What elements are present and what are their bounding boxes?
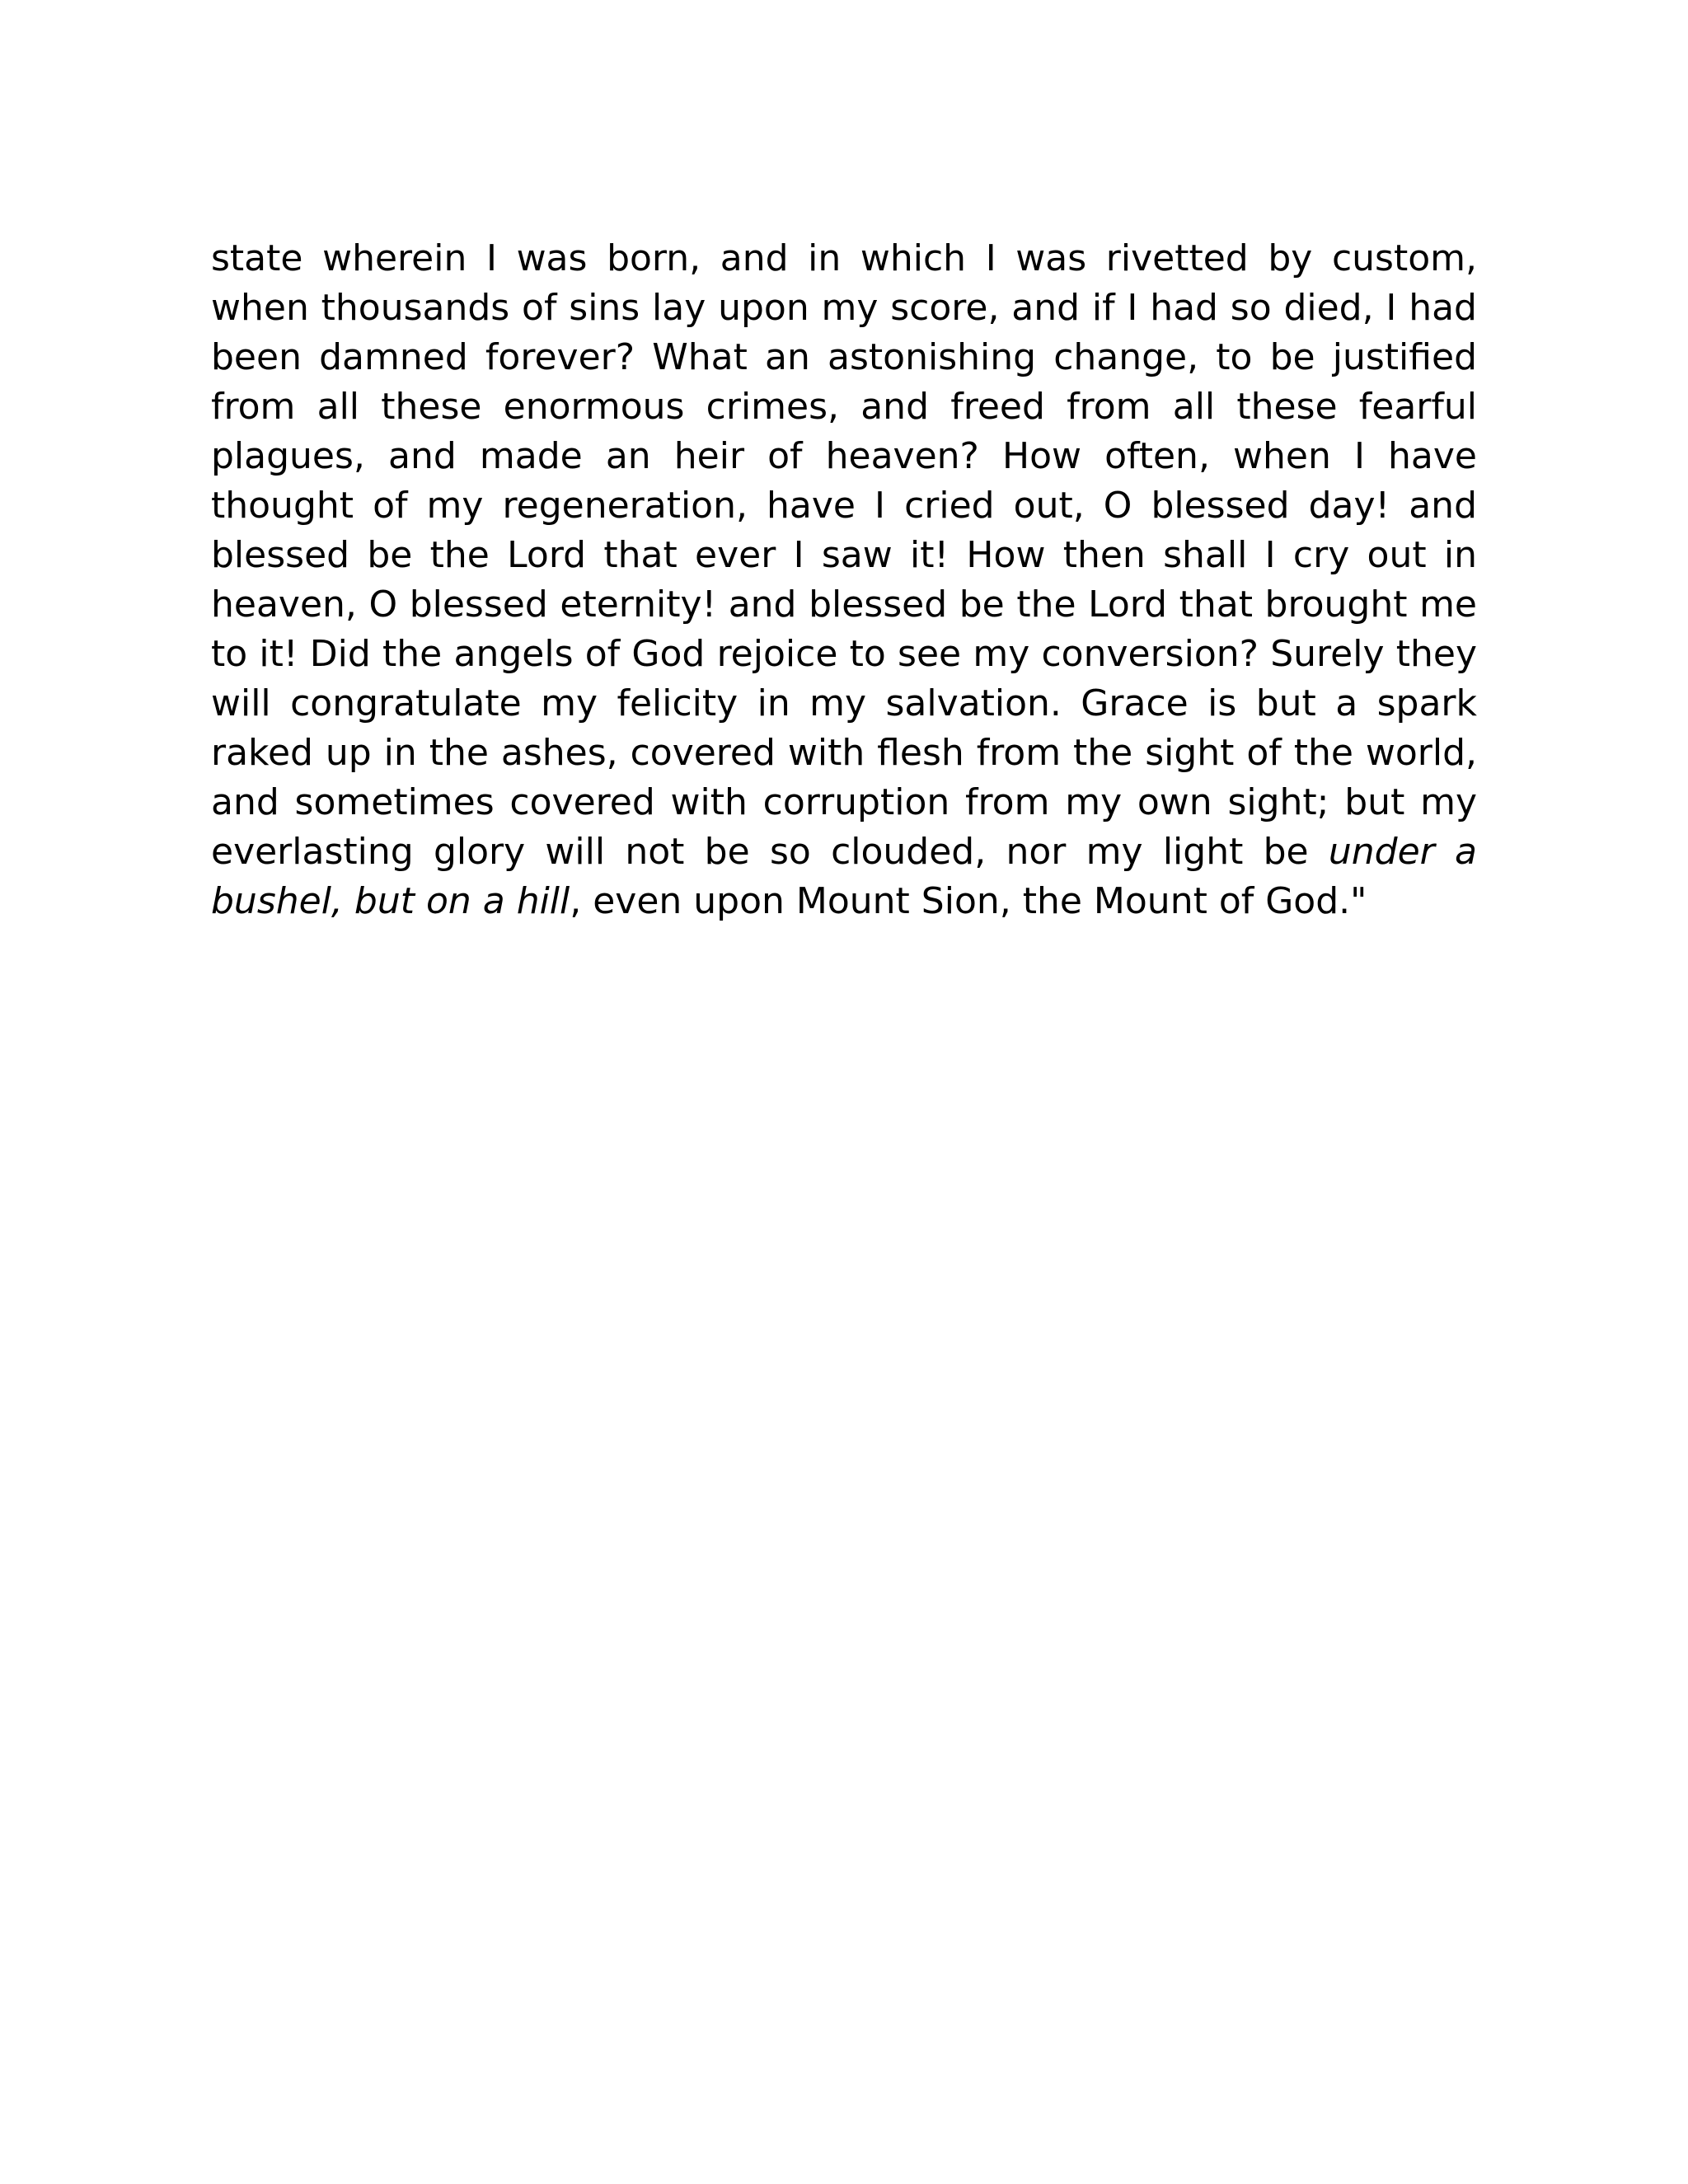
body-paragraph: [211, 234, 1477, 926]
paragraph-text-end: , even upon Mount Sion, the Mount of God.": [570, 880, 1367, 922]
italic-phrase: under a bushel, but on a hill: [211, 831, 1478, 922]
paragraph-text-start: state wherein I was born, and in which I was rivetted by custom, when thousands of sins lay upon my score, and if I had so died, I had been damned forever? What an astonishing change, to be justified from all these enormous crimes, and freed from all these fearful plagues, and made an heir of heaven? How often, when I have thought of my regeneration, have I cried out, O blessed day! and blessed be the Lord that ever I saw it! How then shall I cry out in heaven, O blessed eternity! and blessed be the Lord that brought me to it! Did the angels of God rejoice to see my conversion? Surely they will congratulate my felicity in my salvation. Grace is but a spark raked up in the ashes, covered with flesh from the sight of the world, and sometimes covered with corruption from my own sight; but my everlasting glory will not be so clouded, nor my light be: [211, 237, 1477, 873]
